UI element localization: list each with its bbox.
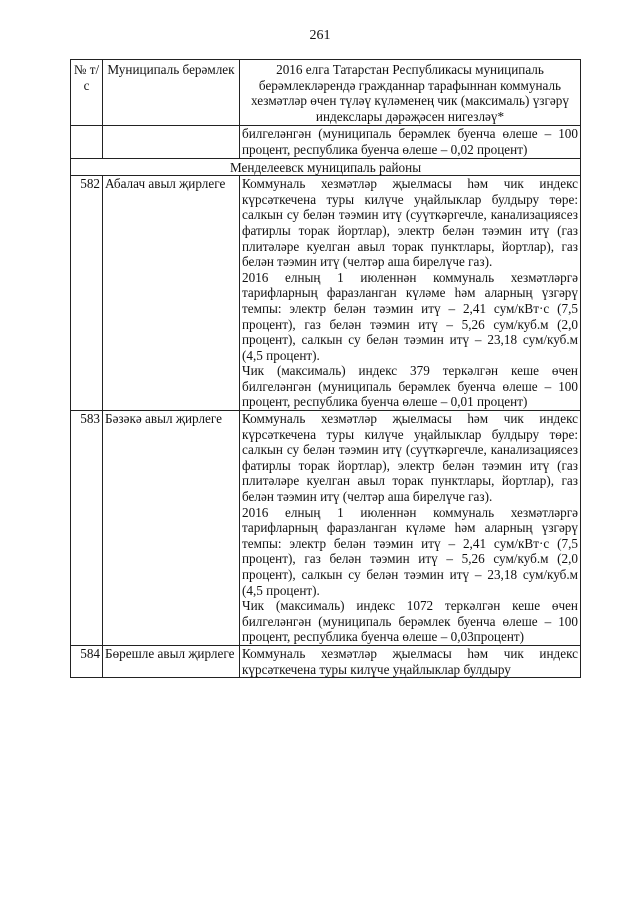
continued-number-cell — [71, 126, 103, 158]
table-row — [71, 176, 581, 411]
description-paragraph: Чик (максималь) индекс 379 теркәлгән кеше өчен билгеләнгән (муниципаль берәмлек буенча өлеше – 100 процент, республика буенча өлеше – 0,01 процент) — [242, 363, 578, 410]
description-paragraph: Чик (максималь) индекс 1072 теркәлгән кеше өчен билгеләнгән (муниципаль берәмлек буенча өлеше – 100 процент, республика буенча өлеше – 0,03процент) — [242, 598, 578, 645]
description-paragraph: 2016 елның 1 июленнән коммуналь хезмәтләргә тарифларның фаразланган күләме һәм аларның үзгәрү темпы: электр белән тәэмин итү – 2,41 сум/кВт·с (7,5 процент), газ белән тәэмин итү – 5,26 сум/куб.м (2,0 процент), салкын су белән тәэмин итү – 23,18 сум/куб.м (4,5 процент). — [242, 504, 578, 598]
row-number: 583 — [71, 411, 103, 646]
row-municipality: Абалач авыл җирлеге — [103, 176, 240, 411]
description-paragraph: 2016 елның 1 июленнән коммуналь хезмәтләргә тарифларның фаразланган күләме һәм аларның үзгәрү темпы: электр белән тәэмин итү – 2,41 сум/кВт·с (7,5 процент), газ белән тәэмин итү – 5,26 сум/куб.м (2,0 процент), салкын су белән тәэмин итү – 23,18 сум/куб.м (4,5 процент). — [242, 269, 578, 363]
description-paragraph: Коммуналь хезмәтләр җыелмасы һәм чик индекс күрсәткечена туры килүче уңайлыклар булдыру төре: салкын су белән тәэмин итү (суүткәргечле, канализациясез фатирлы торак йортлар), электр белән тәэмин итү (газ плитәләре куелган авыл торак пунктлары, йортлар), газ белән тәэмин итү (челтәр аша бирелүче газ). — [242, 176, 578, 270]
section-row — [71, 158, 581, 176]
header-number: № т/с — [71, 60, 103, 126]
continued-municipality-cell — [103, 126, 240, 158]
row-municipality: Бәзәкә авыл җирлеге — [103, 411, 240, 646]
table-header-row — [71, 60, 581, 126]
continued-text: билгеләнгән (муниципаль берәмлек буенча өлеше – 100 процент, республика буенча өлеше – 0,02 процент) — [240, 126, 581, 158]
header-description: 2016 елга Татарстан Республикасы муниципаль берәмлекләрендә гражданнар тарафыннан коммуналь хезмәтләр өчен түләү күләменең чик (максималь) үзгәрү индекслары дәрәҗәсен нигезләү* — [240, 60, 581, 126]
row-number: 582 — [71, 176, 103, 411]
description-paragraph: Коммуналь хезмәтләр җыелмасы һәм чик индекс күрсәткечена туры килүче уңайлыклар булдыру төре: салкын су белән тәэмин итү (суүткәргечле, канализациясез фатирлы торак йортлар), электр белән тәэмин итү (газ плитәләре куелган авыл торак пунктлары, йортлар), газ белән тәэмин итү (челтәр аша бирелүче газ). — [242, 411, 578, 505]
page-number: 261 — [309, 28, 331, 43]
row-description — [240, 645, 581, 677]
row-municipality: Бөрешле авыл җирлеге — [103, 645, 240, 677]
index-table — [70, 59, 581, 678]
description-paragraph: Коммуналь хезмәтләр җыелмасы һәм чик индекс күрсәткечена туры килүче уңайлыклар булдыру — [242, 645, 578, 677]
row-description — [240, 176, 581, 411]
continued-row — [71, 126, 581, 158]
section-title: Менделеевск муниципаль районы — [71, 158, 581, 176]
header-municipality: Муниципаль берәмлек — [103, 60, 240, 126]
table-row — [71, 645, 581, 677]
row-description — [240, 411, 581, 646]
table-row — [71, 411, 581, 646]
row-number: 584 — [71, 645, 103, 677]
